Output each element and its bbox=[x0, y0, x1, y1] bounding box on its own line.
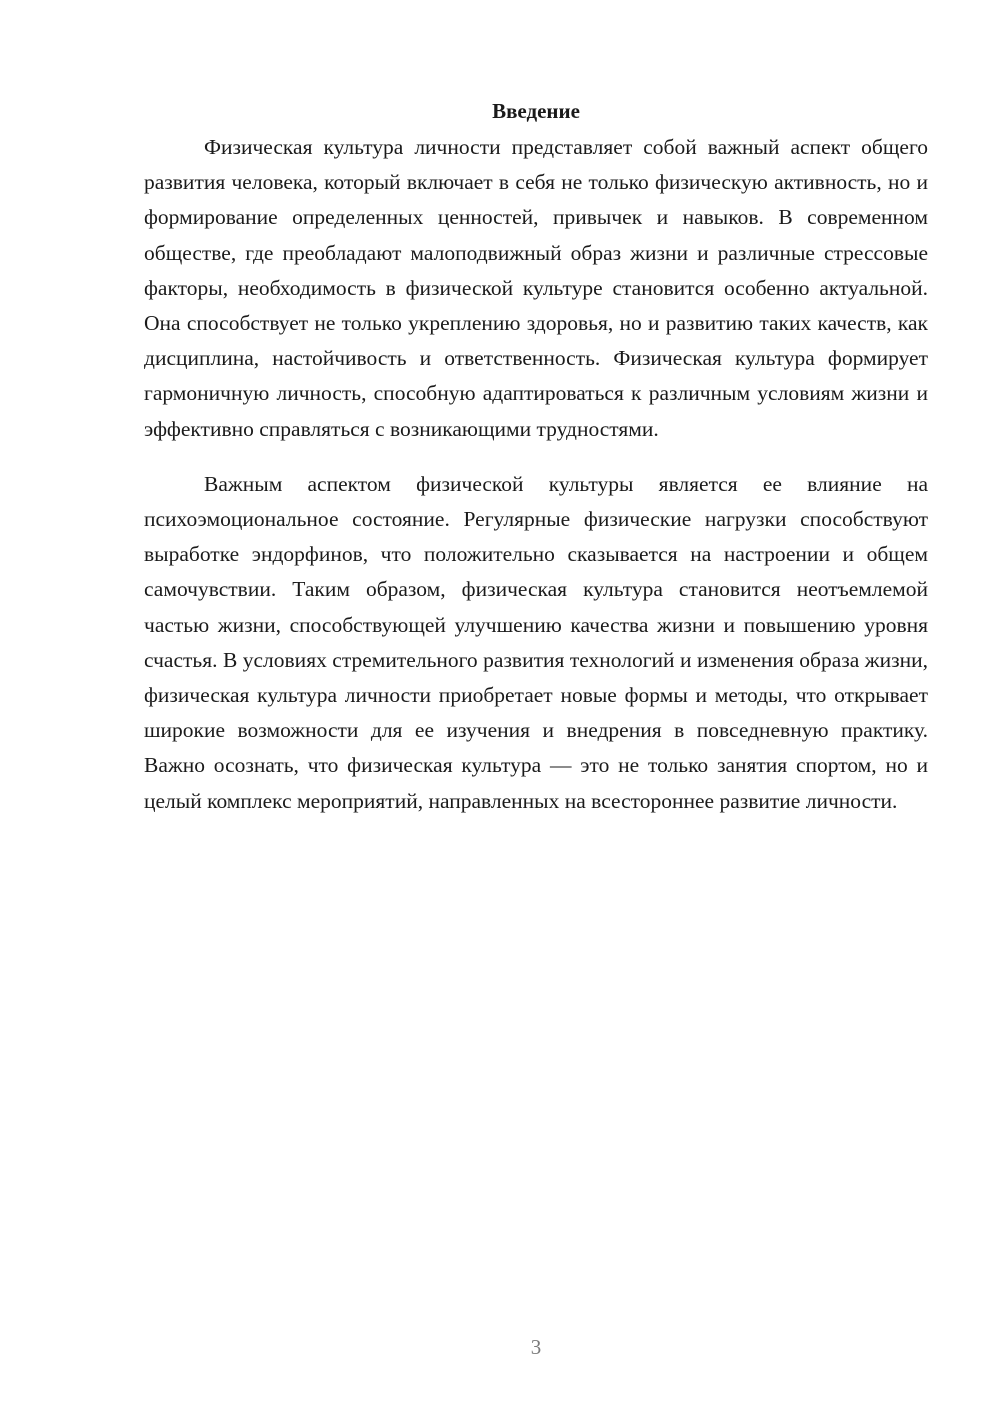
page-content bbox=[144, 96, 928, 819]
paragraph-2: Важным аспектом физической культуры является ее влияние на психоэмоциональное состояние. Регулярные физические нагрузки способствуют выработке эндорфинов, что положительно сказывается на настроении и общем самочувствии. Таким образом, физическая культура становится неотъемлемой частью жизни, способствующей улучшению качества жизни и повышению уровня счастья. В условиях стремительного развития технологий и изменения образа жизни, физическая культура личности приобретает новые формы и методы, что открывает широкие возможности для ее изучения и внедрения в повседневную практику. Важно осознать, что физическая культура — это не только занятия спортом, но и целый комплекс мероприятий, направленных на всестороннее развитие личности. bbox=[144, 471, 928, 813]
paragraph-1: Физическая культура личности представляет собой важный аспект общего развития человека, который включает в себя не только физическую активность, но и формирование определенных ценностей, привычек и навыков. В современном обществе, где преобладают малоподвижный образ жизни и различные стрессовые факторы, необходимость в физической культуре становится особенно актуальной. Она способствует не только укреплению здоровья, но и развитию таких качеств, как дисциплина, настойчивость и ответственность. Физическая культура формирует гармоничную личность, способную адаптироваться к различным условиям жизни и эффективно справляться с возникающими трудностями. bbox=[144, 135, 928, 441]
section-heading: Введение bbox=[492, 99, 580, 123]
page-number: 3 bbox=[530, 1335, 542, 1359]
